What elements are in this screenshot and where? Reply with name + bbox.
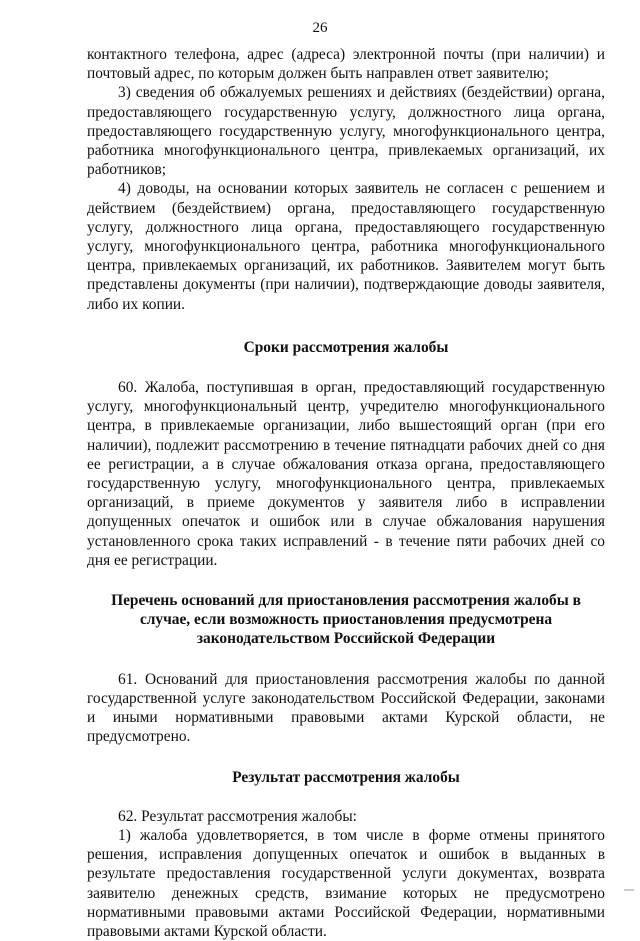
scan-mark xyxy=(624,889,634,891)
paragraph-61: 61. Оснований для приостановления рассмотрения жалобы по данной государственной услуге законодательством Российской Федерации, законами и иными нормативными правовыми актами Курской области, не предусмотрено. xyxy=(87,670,605,746)
heading-review-result: Результат рассмотрения жалобы xyxy=(232,768,460,786)
paragraph-item-3: 3) сведения об обжалуемых решениях и действиях (бездействии) органа, предоставляющего государственную услугу, должностного лица органа, предоставляющего государственную услугу, многофункционального центра, работника многофункционального центра, привлекаемых организаций, их работников; xyxy=(87,84,605,179)
paragraph-62: 62. Результат рассмотрения жалобы: xyxy=(118,807,357,825)
document-body xyxy=(87,45,605,941)
heading-suspension-grounds: Перечень оснований для приостановления рассмотрения жалобы в случае, если возможность приостановления предусмотрена законодательством Российской Федерации xyxy=(111,592,581,648)
paragraph-contact-continuation: контактного телефона, адрес (адреса) электронной почты (при наличии) и почтовый адрес, по которым должен быть направлен ответ заявителю; xyxy=(87,46,605,83)
paragraph-62-item-1: 1) жалоба удовлетворяется, в том числе в форме отмены принятого решения, исправления допущенных опечаток и ошибок в выданных в результате предоставления государственной услуги документах, возврата заявителю денежных средств, взимание которых не предусмотрено нормативными правовыми актами Российской Федерации, нормативными правовыми актами Курской области. xyxy=(87,826,605,940)
paragraph-60: 60. Жалоба, поступившая в орган, предоставляющий государственную услугу, многофункциональный центр, учредителю многофункционального центра, в привлекаемые организации, либо вышестоящий орган (при его наличии), подлежит рассмотрению в течение пятнадцати рабочих дней со дня ее регистрации, а в случае обжалования отказа органа, предоставляющего государственную услугу, многофункционального центра, привлекаемых организаций, в приеме документов у заявителя либо в исправлении допущенных опечаток и ошибок или в случае обжалования нарушения установленного срока таких исправлений - в течение пяти рабочих дней со дня ее регистрации. xyxy=(87,379,605,569)
paragraph-item-4: 4) доводы, на основании которых заявитель не согласен с решением и действием (бездействием) органа, предоставляющего государственную услугу, должностного лица органа, предоставляющего государственную услугу, многофункционального центра, работника многофункционального центра, привлекаемых организаций, их работников. Заявителем могут быть представлены документы (при наличии), подтверждающие доводы заявителя, либо их копии. xyxy=(87,180,605,313)
page-number: 26 xyxy=(312,20,328,36)
heading-review-terms: Сроки рассмотрения жалобы xyxy=(243,338,449,356)
